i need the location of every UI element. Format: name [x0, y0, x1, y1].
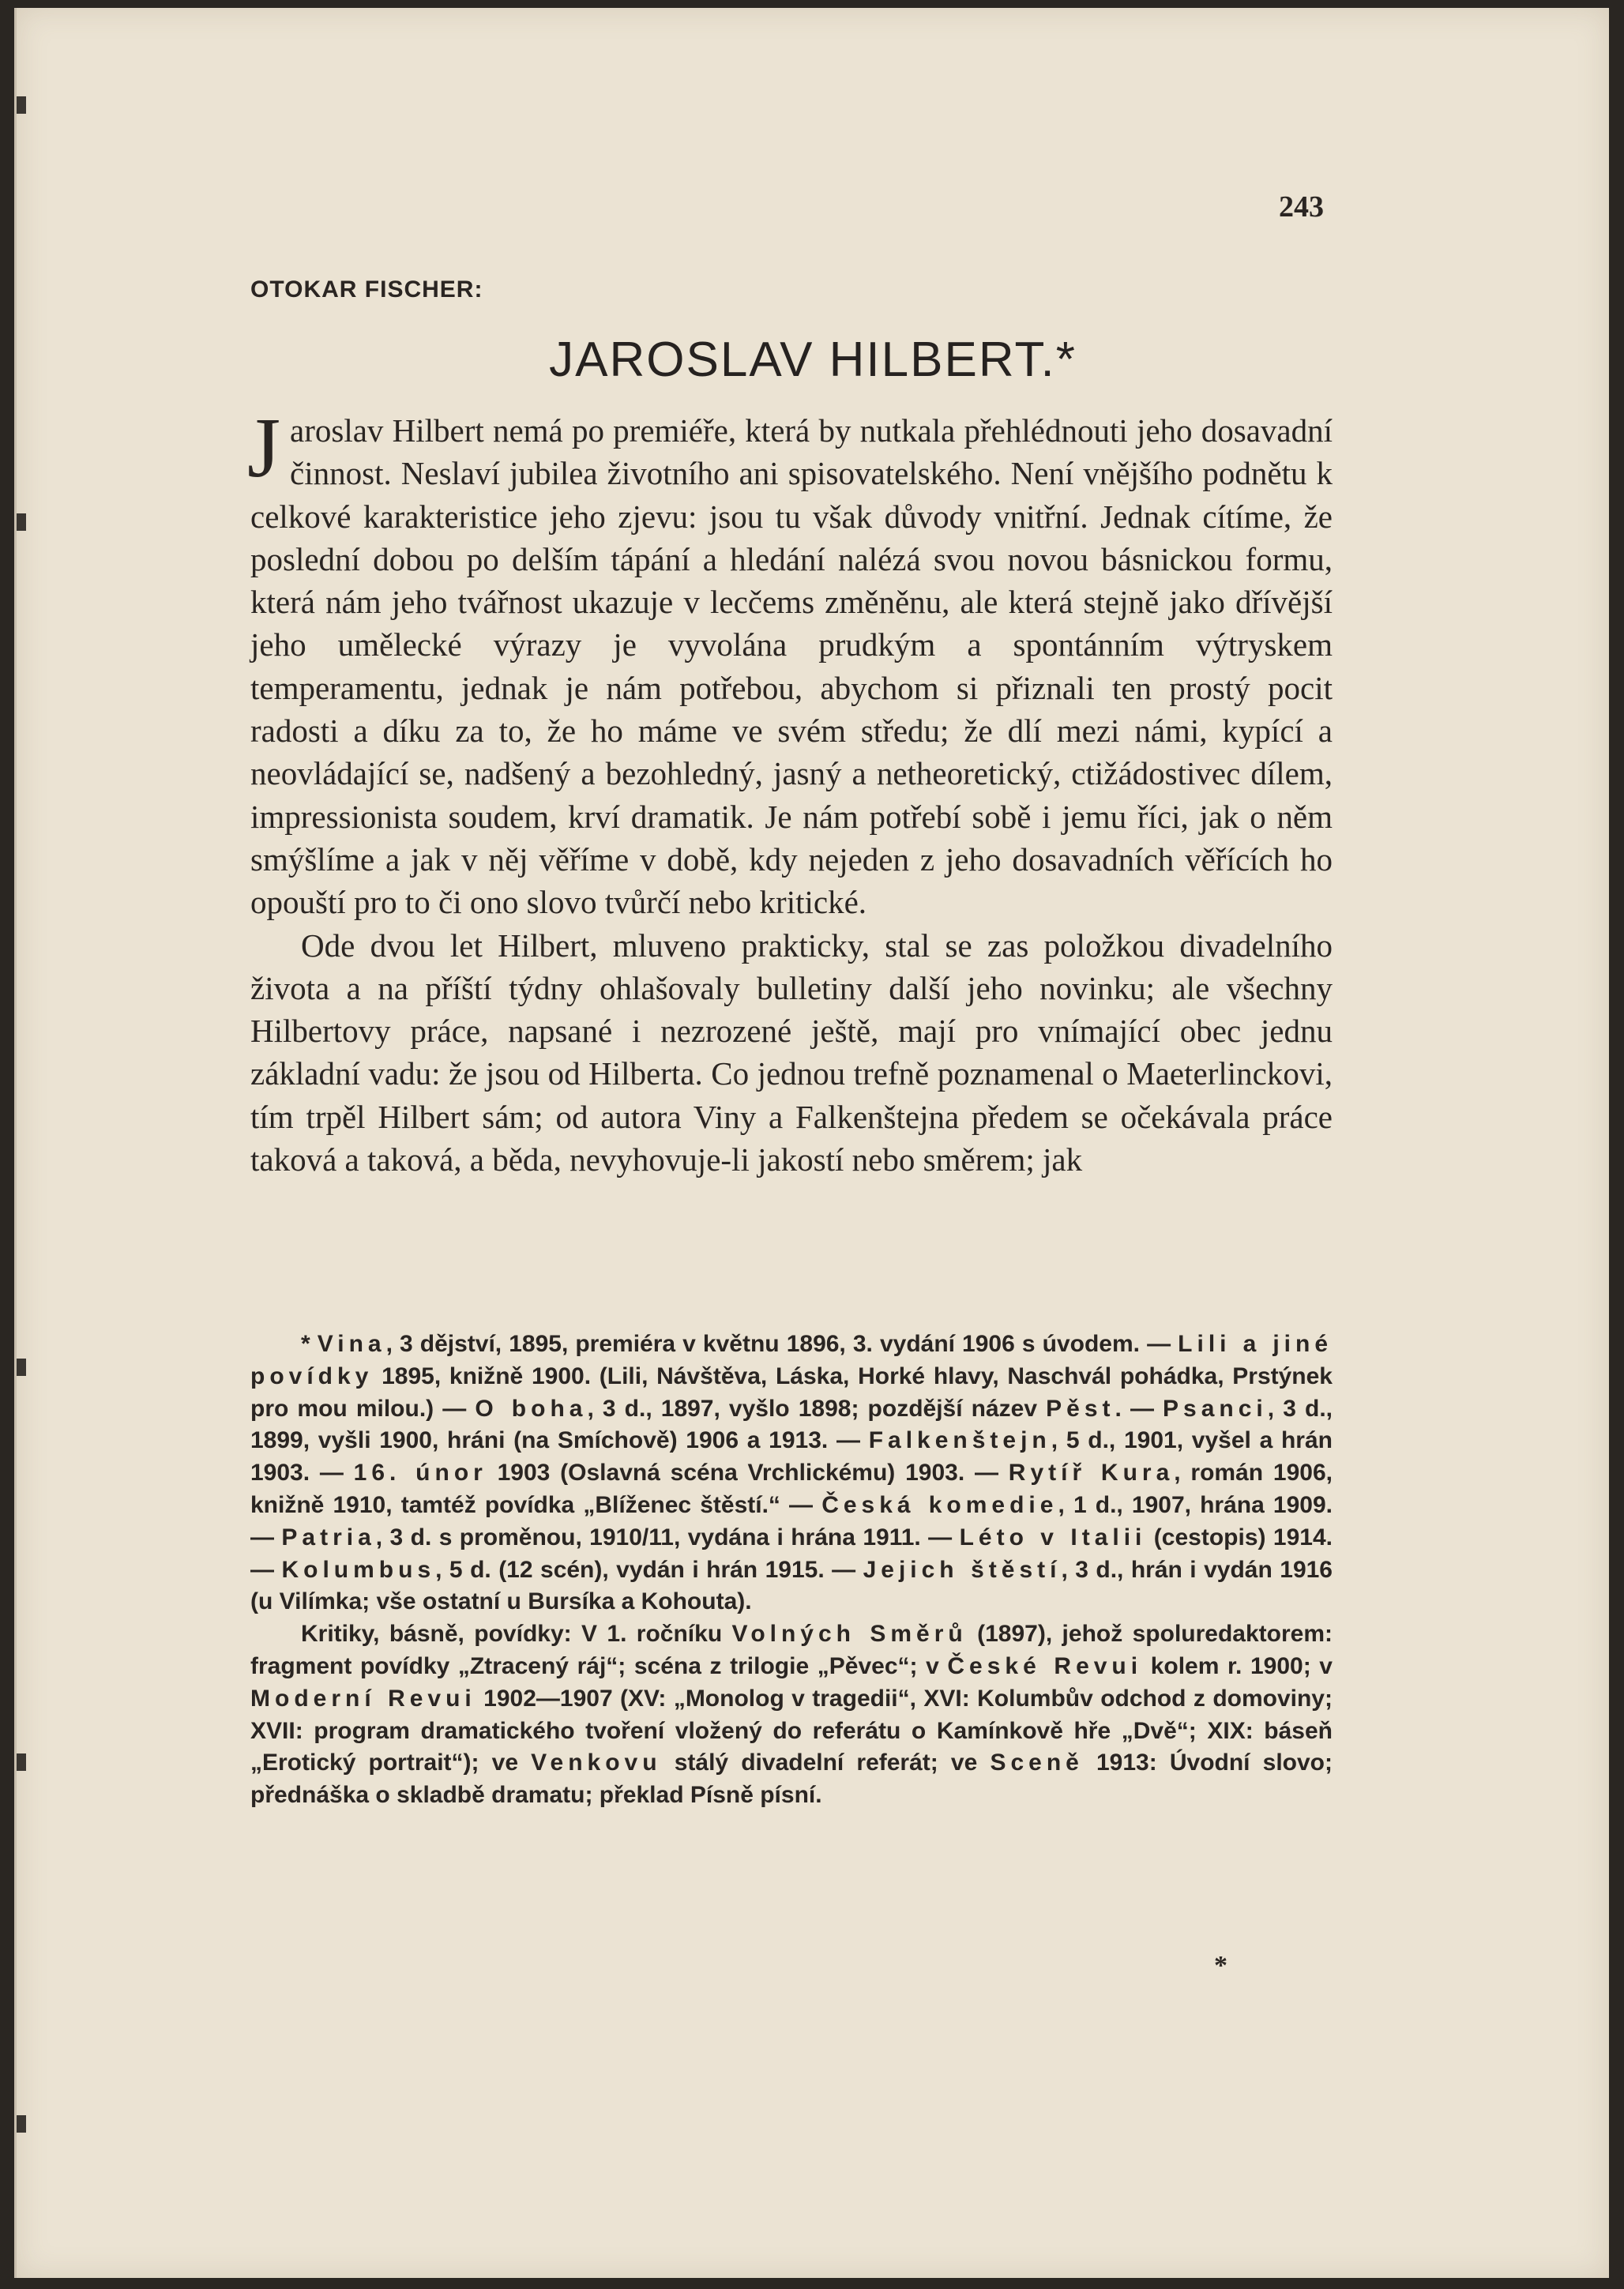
binding-mark — [17, 1753, 26, 1771]
binding-mark — [17, 96, 26, 114]
article-title: JAROSLAV HILBERT.* — [549, 333, 1077, 387]
paragraph-text: aroslav Hilbert nemá po premiéře, která by nutkala přehlédnouti jeho dosavadní činnost. Neslaví jubilea životního ani spisovatelského. Není vnějšího podnětu k celkové karakteristice jeho zjevu: jsou tu však důvody vnitřní. Jednak cítíme, že poslední dobou po delším tápání a hledání nalézá svou novou básnickou formu, která nám jeho tvářnost ukazuje v lecčems změněnu, ale která stejně jako dřívější jeho umělecké výrazy je vyvolána prudkým a spontánním výtryskem temperamentu, jednak je nám potřebou, abychom si přiznali ten prostý pocit radosti a díku za to, že ho máme ve svém středu; že dlí mezi námi, kypící a neovládající se, nadšený a bezohledný, jasný a netheoretický, ctižádostivec dílem, impressionista soudem, krví dramatik. Je nám potřebí sobě i jemu říci, jak o něm smýšlíme a jak v něj věříme v době, kdy nejeden z jeho dosavadních věřících ho opouští pro to či ono slovo tvůrčí nebo kritické. — [250, 412, 1333, 921]
binding-mark — [17, 2115, 26, 2133]
paragraph: Ode dvou let Hilbert, mluveno prakticky, stal se zas položkou divadelního života a na příští týdny ohlašovaly bulletiny další jeho novinku; ale všechny Hilbertovy práce, napsané i nezrozené ještě, mají pro vnímající obec jednu základní vadu: že jsou od Hilberta. Co jednou trefně poznamenal o Maeterlinckovi, tím trpěl Hilbert sám; od autora Viny a Falkenštejna předem se očekávala práce taková a taková, a běda, nevyhovuje-li jakostí nebo směrem; jak — [250, 926, 1333, 1178]
paragraph — [247, 401, 1333, 924]
footnotes — [250, 1329, 1333, 1812]
article-body — [247, 401, 1333, 1181]
asterisk-mark: * — [1214, 1951, 1227, 1980]
footnote-criticism: Kritiky, básně, povídky: V 1. ročníku Volných Směrů (1897), jehož spoluredaktorem: fragment povídky „Ztracený ráj“; scéna z trilogie „Pěvec“; v České Revui kolem r. 1900; v Moderní Revui 1902—1907 (XV: „Monolog v tragedii“, XVI: Kolumbův odchod z domoviny; XVII: program dramatického tvoření vložený do referátu o Kamínkově hře „Dvě“; XIX: báseň „Erotický portrait“); ve Venkovu stálý divadelní referát; ve Sceně 1913: Úvodní slovo; přednáška o skladbě dramatu; překlad Písně písní. — [250, 1621, 1333, 1809]
page-number: 243 — [1279, 190, 1324, 224]
book-page — [14, 8, 1609, 2278]
binding-mark — [17, 1359, 26, 1376]
author-name: OTOKAR FISCHER: — [250, 276, 483, 303]
footnote-works: * Vina, 3 dějství, 1895, premiéra v květnu 1896, 3. vydání 1906 s úvodem. — Lili a jiné povídky 1895, knižně 1900. (Lili, Návštěva, Láska, Horké hlavy, Naschvál pohádka, Prstýnek pro mou milou.) — O boha, 3 d., 1897, vyšlo 1898; pozdější název Pěst. — Psanci, 3 d., 1899, vyšli 1900, hráni (na Smíchově) 1906 a 1913. — Falkenštejn, 5 d., 1901, vyšel a hrán 1903. — 16. únor 1903 (Oslavná scéna Vrchlickému) 1903. — Rytíř Kura, román 1906, knižně 1910, tamtéž povídka „Blíženec štěstí.“ — Česká komedie, 1 d., 1907, hrána 1909. — Patria, 3 d. s proměnou, 1910/11, vydána i hrána 1911. — Léto v Italii (cestopis) 1914. — Kolumbus, 5 d. (12 scén), vydán i hrán 1915. — Jejich štěstí, 3 d., hrán i vydán 1916 (u Vilímka; vše ostatní u Bursíka a Kohouta). — [250, 1331, 1333, 1615]
drop-cap: J — [247, 401, 281, 495]
binding-mark — [17, 513, 26, 531]
